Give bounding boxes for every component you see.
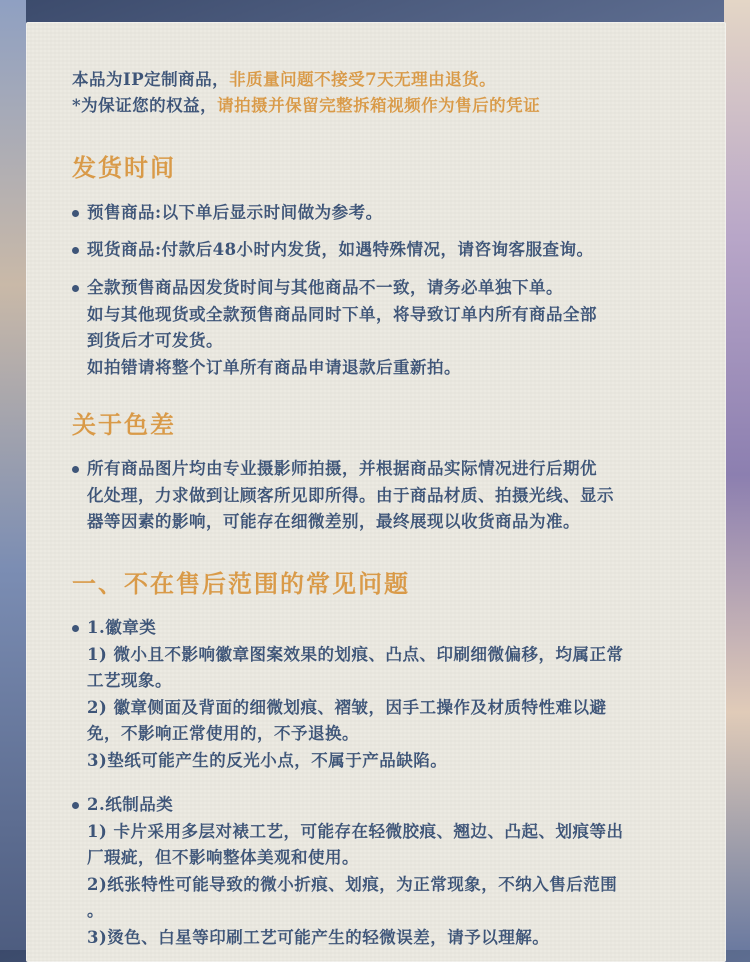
shipping-heading: 发货时间 <box>72 153 176 182</box>
aftersale-item-badge-line-5: 免，不影响正常使用的，不予退换。 <box>87 724 359 743</box>
shipping-item-3-line-2: 如与其他现货或全款预售商品同时下单，将导致订单内所有商品全部 <box>87 304 597 324</box>
bullet-icon <box>72 625 79 632</box>
color-item-1-line-1: 所有商品图片均由专业摄影师拍摄，并根据商品实际情况进行后期优 <box>87 459 597 478</box>
notice-block <box>72 67 540 119</box>
aftersale-item-paper-line-6: 3)烫色、白星等印刷工艺可能产生的轻微误差，请予以理解。 <box>87 927 550 947</box>
bullet-icon <box>72 285 79 292</box>
shipping-item-2 <box>72 237 682 264</box>
shipping-item-3-line-4: 如拍错请将整个订单所有商品申请退款后重新拍。 <box>87 357 461 377</box>
notice-line-2-highlight: 请拍摄并保留完整拆箱视频作为售后的凭证 <box>217 96 541 115</box>
aftersale-heading: 一、不在售后范围的常见问题 <box>72 569 410 598</box>
shipping-item-3-line-3: 到货后才可发货。 <box>87 331 223 350</box>
aftersale-item-paper-line-2: 1) 卡片采用多层对裱工艺，可能存在轻微胶痕、翘边、凸起、划痕等出 <box>87 821 624 841</box>
notice-line-2 <box>72 93 540 119</box>
shipping-item-2-line-1: 现货商品:付款后48小时内发货，如遇特殊情况，请咨询客服查询。 <box>87 240 594 259</box>
aftersale-item-paper <box>72 792 682 951</box>
aftersale-item-badge-line-4: 2) 徽章侧面及背面的细微划痕、褶皱，因手工操作及材质特性难以避 <box>87 697 607 717</box>
aftersale-item-paper-line-1: 2.纸制品类 <box>87 795 174 814</box>
bullet-icon <box>72 210 79 217</box>
aftersale-item-paper-line-4: 2)纸张特性可能导致的微小折痕、划痕，为正常现象，不纳入售后范围 <box>87 874 618 894</box>
background-art-right <box>724 0 750 950</box>
aftersale-item-badge-line-3: 工艺现象。 <box>87 671 172 690</box>
aftersale-item-badge-line-2: 1) 微小且不影响徽章图案效果的划痕、凸点、印刷细微偏移，均属正常 <box>87 644 624 664</box>
notice-line-1-highlight: 非质量问题不接受7天无理由退货。 <box>229 70 497 89</box>
notice-line-1-text: 本品为IP定制商品， <box>72 70 230 89</box>
bullet-icon <box>72 247 79 254</box>
color-item-1-line-3: 器等因素的影响，可能存在细微差别，最终展现以收货商品为准。 <box>87 512 580 531</box>
notice-line-1 <box>72 67 540 93</box>
shipping-item-1 <box>72 200 682 227</box>
bullet-icon <box>72 466 79 473</box>
aftersale-item-badge <box>72 615 682 774</box>
color-item-1 <box>72 456 682 536</box>
color-heading: 关于色差 <box>72 410 176 439</box>
info-panel <box>26 22 726 962</box>
shipping-item-3 <box>72 275 682 381</box>
shipping-item-1-line-1: 预售商品:以下单后显示时间做为参考。 <box>87 203 383 222</box>
color-item-1-line-2: 化处理，力求做到让顾客所见即所得。由于商品材质、拍摄光线、显示 <box>87 485 614 505</box>
bullet-icon <box>72 802 79 809</box>
aftersale-item-badge-line-6: 3)垫纸可能产生的反光小点，不属于产品缺陷。 <box>87 750 448 770</box>
notice-line-2-text: *为保证您的权益， <box>72 96 218 115</box>
aftersale-item-paper-line-3: 厂瑕疵，但不影响整体美观和使用。 <box>87 848 359 867</box>
background-art-left <box>0 0 26 950</box>
shipping-item-3-line-1: 全款预售商品因发货时间与其他商品不一致，请务必单独下单。 <box>87 278 563 297</box>
aftersale-item-paper-line-5: 。 <box>87 901 104 920</box>
aftersale-item-badge-line-1: 1.徽章类 <box>87 618 157 637</box>
